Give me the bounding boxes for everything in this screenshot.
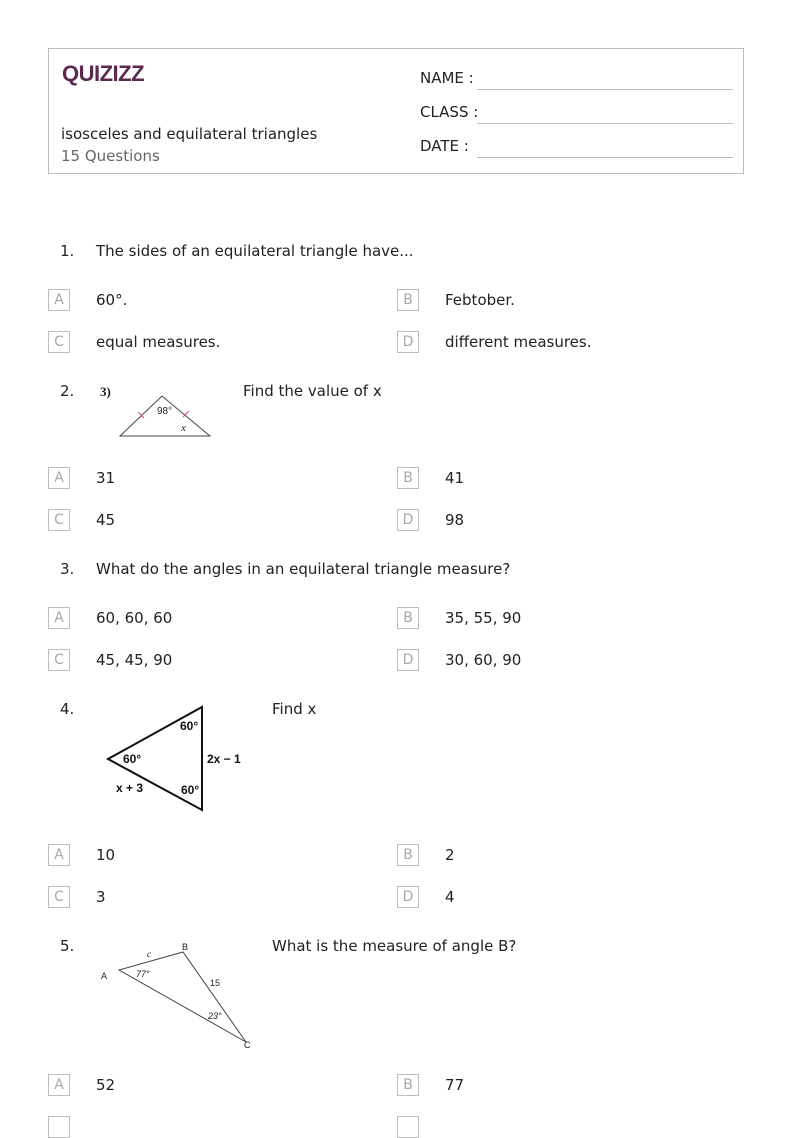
option-text: 98 bbox=[445, 511, 465, 529]
svg-text:x + 3: x + 3 bbox=[116, 781, 144, 795]
equilateral-triangle-figure bbox=[96, 700, 256, 820]
option-letter-box[interactable]: A bbox=[48, 1074, 70, 1096]
class-label: CLASS : bbox=[420, 103, 479, 121]
tick-mark-left bbox=[138, 412, 144, 418]
option-text: 2 bbox=[445, 846, 455, 864]
worksheet-header bbox=[48, 48, 744, 174]
question-text: The sides of an equilateral triangle have... bbox=[96, 242, 414, 260]
option-letter-box[interactable]: D bbox=[397, 649, 419, 671]
option-letter-box[interactable]: B bbox=[397, 289, 419, 311]
option-letter-box[interactable]: D bbox=[397, 331, 419, 353]
worksheet-title: isosceles and equilateral triangles bbox=[61, 125, 318, 143]
option-text: 10 bbox=[96, 846, 116, 864]
date-line bbox=[477, 157, 733, 158]
option-letter-box[interactable]: D bbox=[397, 886, 419, 908]
date-label: DATE : bbox=[420, 137, 469, 155]
svg-text:A: A bbox=[101, 971, 108, 981]
option-letter-box[interactable]: A bbox=[48, 467, 70, 489]
option-text: 35, 55, 90 bbox=[445, 609, 522, 627]
option-letter-box[interactable]: C bbox=[48, 886, 70, 908]
option-letter-box[interactable]: A bbox=[48, 607, 70, 629]
svg-text:77°: 77° bbox=[136, 969, 150, 979]
option-letter-box[interactable]: B bbox=[397, 467, 419, 489]
option-letter-box[interactable]: B bbox=[397, 607, 419, 629]
option-letter-box[interactable]: B bbox=[397, 844, 419, 866]
question-count: 15 Questions bbox=[61, 147, 160, 165]
option-text: 60°. bbox=[96, 291, 128, 309]
svg-text:C: C bbox=[244, 1040, 251, 1050]
question-number: 3. bbox=[60, 560, 75, 578]
option-text: equal measures. bbox=[96, 333, 221, 351]
svg-text:c: c bbox=[147, 949, 151, 959]
option-letter-box-partial[interactable] bbox=[48, 1116, 70, 1138]
option-text: 45, 45, 90 bbox=[96, 651, 173, 669]
question-number: 4. bbox=[60, 700, 75, 718]
isosceles-triangle-figure bbox=[96, 380, 220, 442]
svg-text:60°: 60° bbox=[180, 719, 199, 733]
svg-text:60°: 60° bbox=[123, 752, 142, 766]
svg-text:3): 3) bbox=[100, 384, 111, 399]
quizizz-logo bbox=[61, 59, 153, 87]
option-letter-box[interactable]: A bbox=[48, 844, 70, 866]
option-text: Febtober. bbox=[445, 291, 515, 309]
option-text: 41 bbox=[445, 469, 465, 487]
svg-text:98°: 98° bbox=[157, 406, 173, 417]
question-text: What do the angles in an equilateral triangle measure? bbox=[96, 560, 511, 578]
option-letter-box[interactable]: A bbox=[48, 289, 70, 311]
option-text: 30, 60, 90 bbox=[445, 651, 522, 669]
option-text: different measures. bbox=[445, 333, 592, 351]
question-text: Find the value of x bbox=[243, 382, 382, 400]
question-text: What is the measure of angle B? bbox=[272, 937, 517, 955]
option-letter-box[interactable]: C bbox=[48, 509, 70, 531]
question-number: 2. bbox=[60, 382, 75, 400]
option-letter-box[interactable]: B bbox=[397, 1074, 419, 1096]
question-text: Find x bbox=[272, 700, 317, 718]
question-number: 5. bbox=[60, 937, 75, 955]
svg-text:x: x bbox=[181, 422, 186, 434]
option-text: 52 bbox=[96, 1076, 116, 1094]
option-text: 31 bbox=[96, 469, 116, 487]
option-letter-box-partial[interactable] bbox=[397, 1116, 419, 1138]
option-text: 45 bbox=[96, 511, 116, 529]
option-letter-box[interactable]: C bbox=[48, 649, 70, 671]
option-letter-box[interactable]: D bbox=[397, 509, 419, 531]
svg-text:QUIZIZZ: QUIZIZZ bbox=[62, 61, 145, 86]
svg-text:15: 15 bbox=[210, 978, 221, 988]
option-text: 3 bbox=[96, 888, 106, 906]
name-line bbox=[477, 89, 733, 90]
option-text: 4 bbox=[445, 888, 455, 906]
option-letter-box[interactable]: C bbox=[48, 331, 70, 353]
svg-text:2x − 1: 2x − 1 bbox=[207, 752, 241, 766]
question-number: 1. bbox=[60, 242, 75, 260]
class-line bbox=[477, 123, 733, 124]
option-text: 77 bbox=[445, 1076, 465, 1094]
scalene-triangle-figure bbox=[96, 936, 256, 1054]
triangle-shape bbox=[119, 952, 246, 1042]
svg-text:23°: 23° bbox=[208, 1011, 222, 1021]
svg-text:B: B bbox=[182, 942, 189, 952]
svg-text:60°: 60° bbox=[181, 783, 200, 797]
option-text: 60, 60, 60 bbox=[96, 609, 173, 627]
name-label: NAME : bbox=[420, 69, 474, 87]
